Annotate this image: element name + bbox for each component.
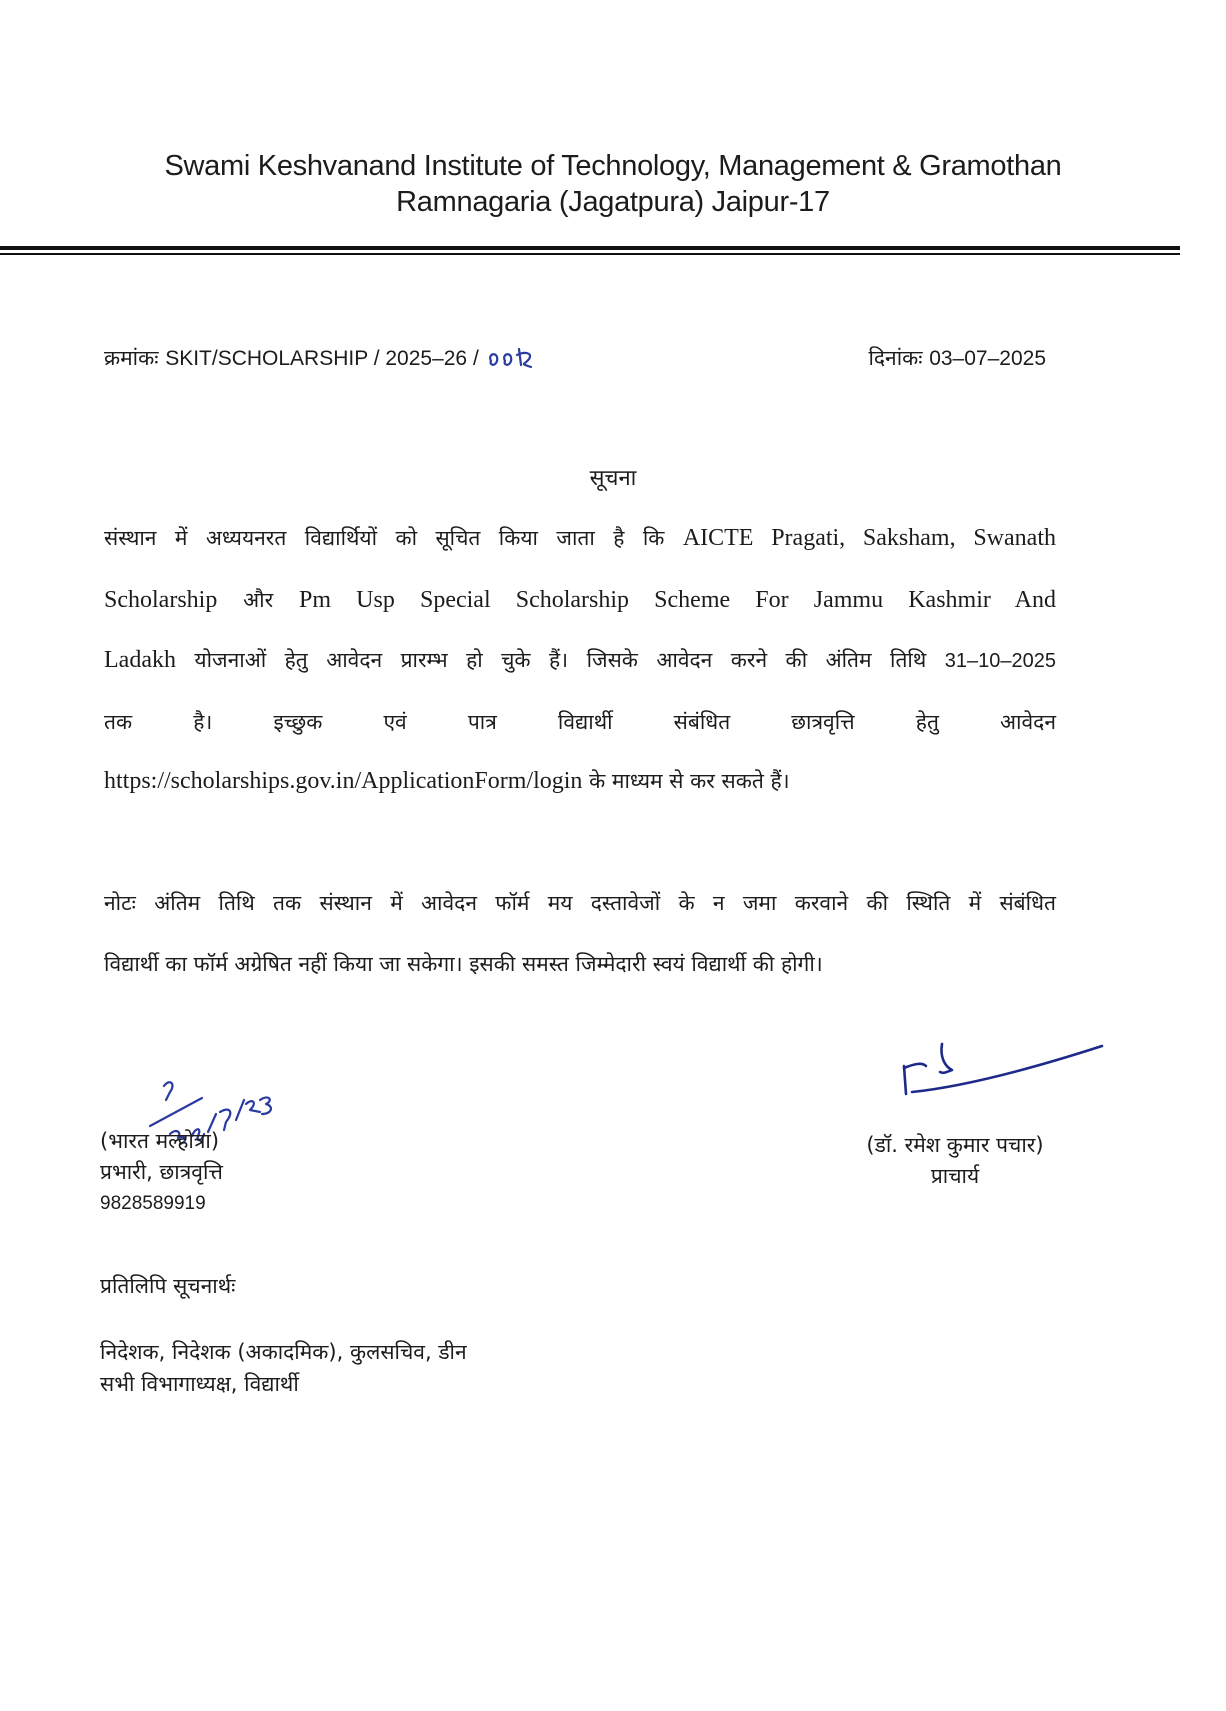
notice-body-line-1 [104,524,1056,552]
date-value: 03–07–2025 [929,347,1046,370]
copy-to-recipients-line-1: निदेशक, निदेशक (अकादमिक), कुलसचिव, डीन [100,1340,467,1364]
body-scheme-names: Pm Usp Special Scholarship Scheme For Jammu Kashmir And [299,587,1056,613]
institute-name: Swami Keshvanand Institute of Technology, Management & Gramothan [164,150,1062,182]
institute-address: Ramnagaria (Jagatpura) Jaipur-17 [396,186,830,218]
signatory-left-phone: 9828589919 [100,1193,206,1214]
signatory-right-name: (डॉ. रमेश कुमार पचार) [866,1133,1044,1157]
signatory-left-name: (भारत मल्होत्रा) [100,1129,220,1153]
copy-to-heading: प्रतिलिपि सूचनार्थः [100,1274,236,1298]
header-divider-thin [0,253,1180,255]
body-scheme-names: Ladakh [104,647,176,673]
body-scheme-names: Scholarship [104,587,218,613]
copy-to-recipients-line-2: सभी विभागाध्यक्ष, विद्यार्थी [100,1372,299,1396]
date-label: दिनांकः [868,346,923,370]
reference-value: SKIT/SCHOLARSHIP / 2025–26 / [165,347,479,370]
reference-number [104,341,545,372]
header-divider-thick [0,246,1180,250]
notice-title: सूचना [589,466,637,491]
last-date: 31–10–2025 [944,650,1056,672]
handwritten-serial [485,341,545,371]
signatory-left-designation: प्रभारी, छात्रवृत्ति [100,1160,223,1184]
signatory-right [840,1130,1070,1192]
body-text: के माध्यम से कर सकते हैं। [589,769,790,793]
notice-body-line-2 [104,586,1056,614]
body-scheme-names: AICTE Pragati, Saksham, Swanath [682,525,1056,551]
notice-body-line-5 [104,767,1056,795]
notice-body-line-3 [104,646,1056,674]
notice-body-line-4: तक है। इच्छुक एवं पात्र विद्यार्थी संबंधित छात्रवृत्ति हेतु आवेदन [104,710,1056,734]
issue-date [868,344,1046,372]
principal-signature [890,1036,1110,1106]
copy-to-recipients [100,1336,467,1400]
body-text: योजनाओं हेतु आवेदन प्रारम्भ हो चुके हैं। जिसके आवेदन करने की अंतिम तिथि [194,648,927,672]
body-text: और [243,588,274,612]
signatory-left [100,1126,223,1219]
body-text: संस्थान में अध्ययनरत विद्यार्थियों को सूचित किया जाता है कि [104,526,665,550]
signatory-right-designation: प्राचार्य [930,1164,980,1188]
application-url[interactable]: https://scholarships.gov.in/ApplicationForm/login [104,768,583,794]
note-line-1: नोटः अंतिम तिथि तक संस्थान में आवेदन फॉर्म मय दस्तावेजों के न जमा करवाने की स्थिति में संबंधित [104,891,1056,915]
reference-label: क्रमांकः [104,346,159,370]
note-line-2: विद्यार्थी का फॉर्म अग्रेषित नहीं किया जा सकेगा। इसकी समस्त जिम्मेदारी स्वयं विद्यार्थी की होगी। [104,952,823,976]
